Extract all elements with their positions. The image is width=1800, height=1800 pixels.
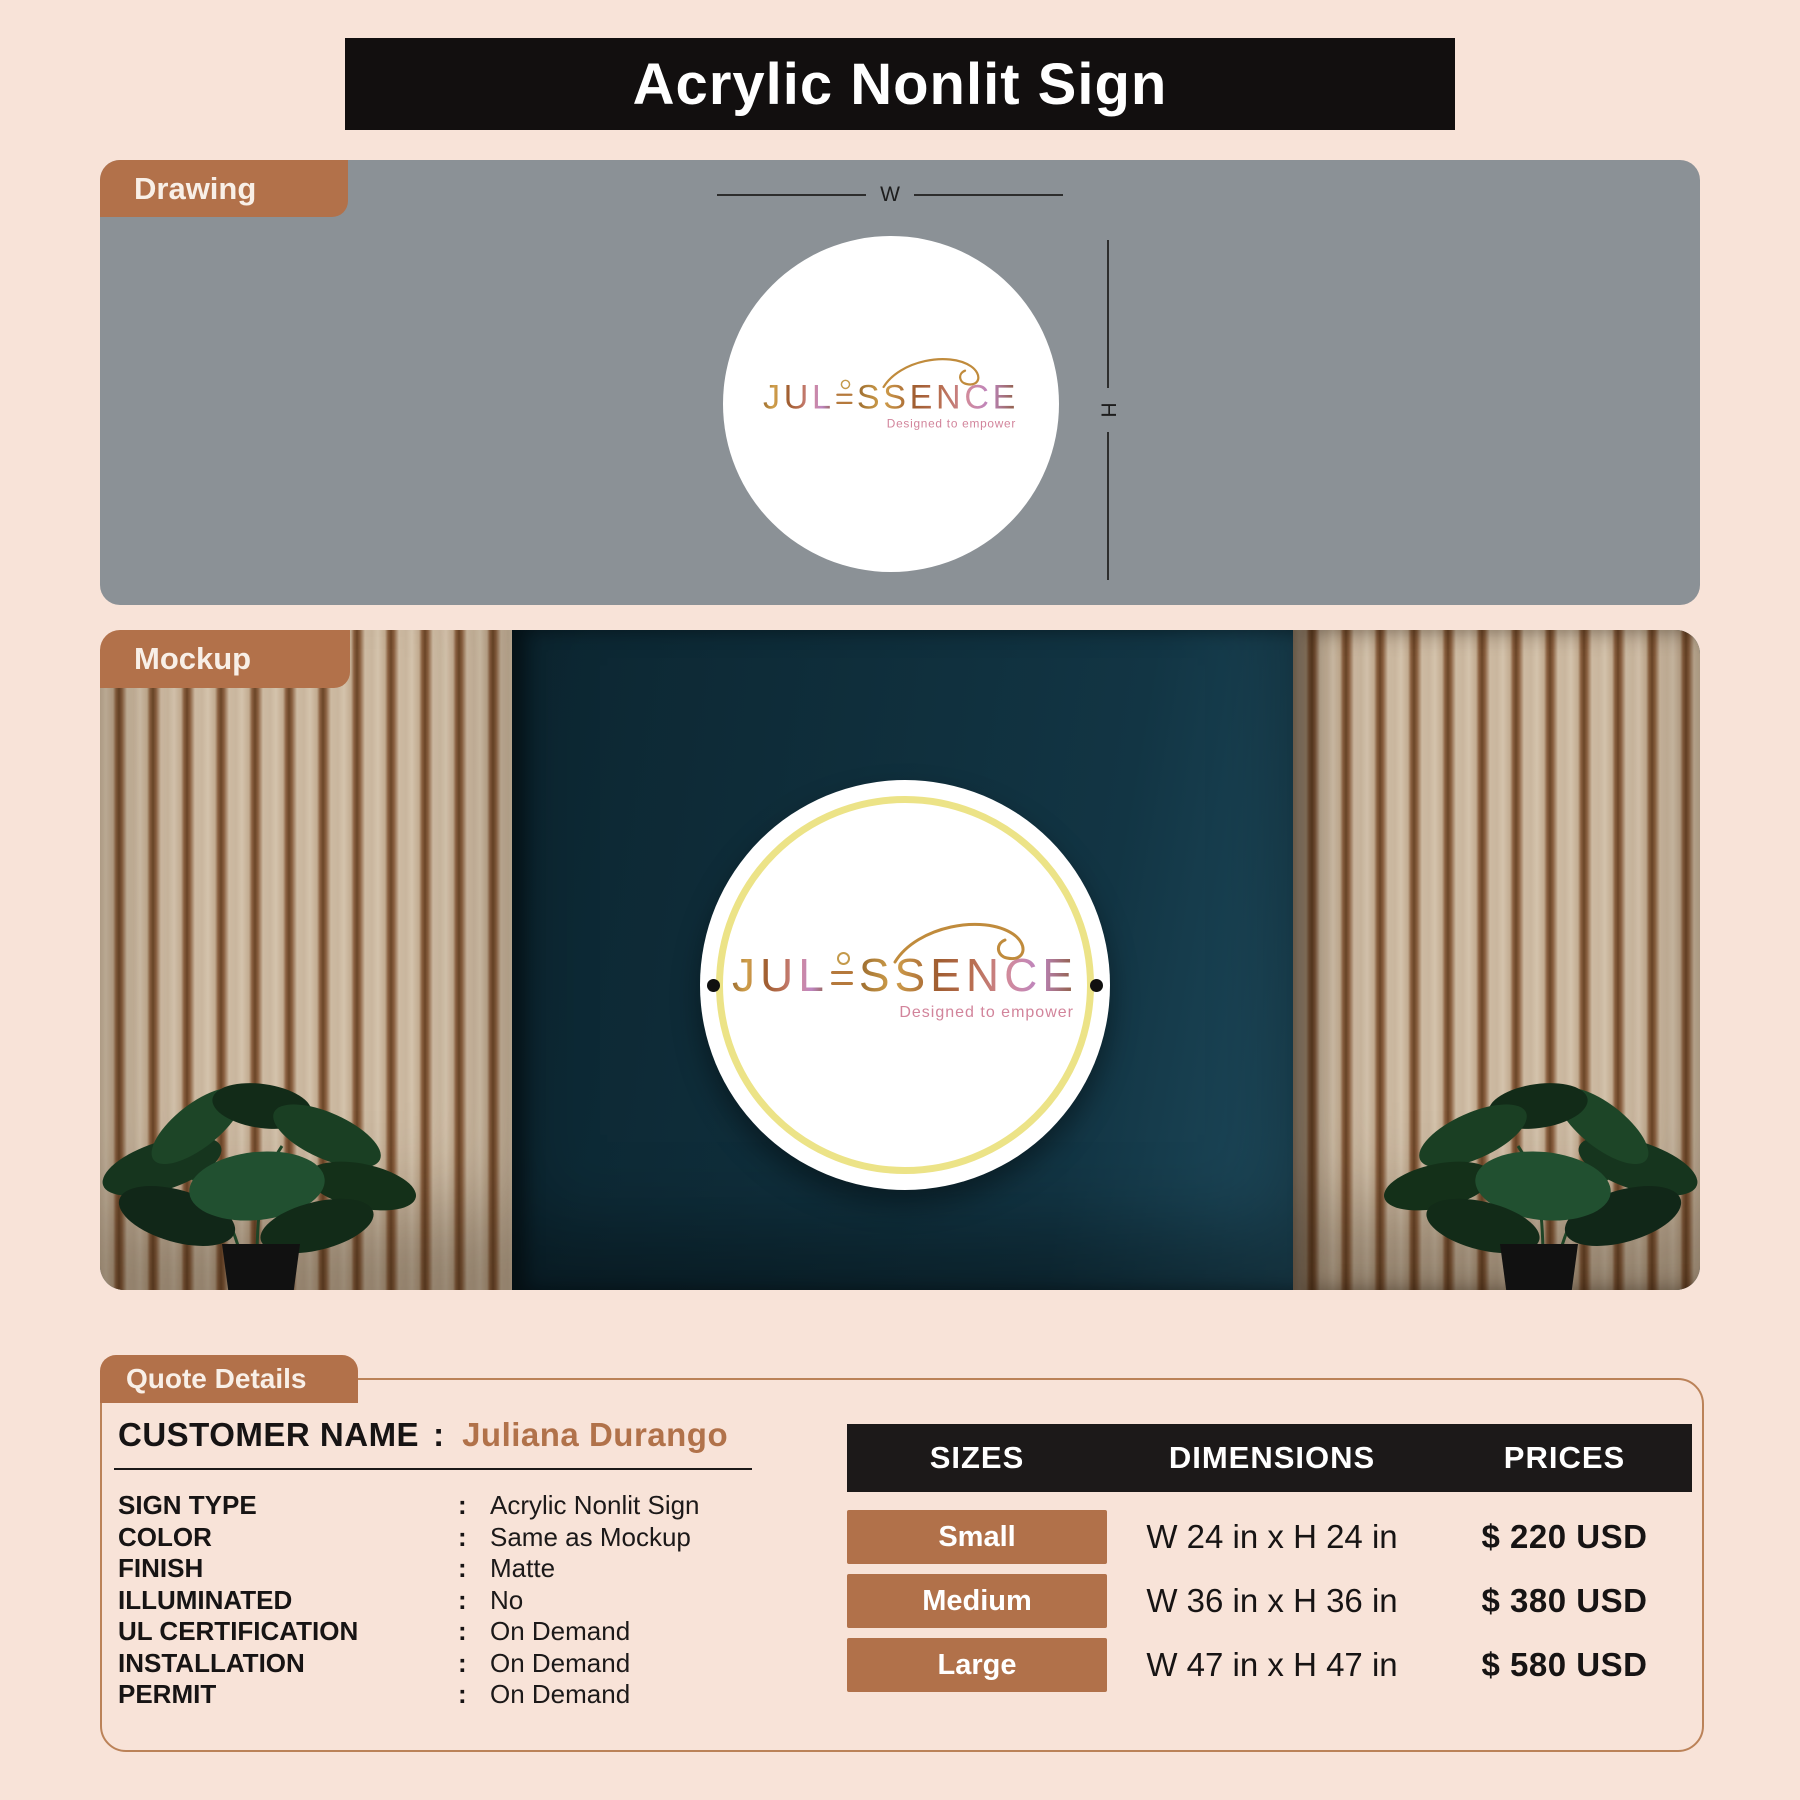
detail-value: Same as Mockup <box>490 1521 691 1552</box>
section-tab-mockup <box>100 630 350 688</box>
pricing-row-small <box>847 1510 1692 1564</box>
page-title: Acrylic Nonlit Sign <box>632 51 1168 117</box>
customer-name-value: Juliana Durango <box>462 1416 729 1453</box>
dimension-line <box>1107 432 1109 580</box>
brand-suffix: SSENCE <box>856 377 1020 416</box>
width-dimension <box>717 183 1063 206</box>
mockup-sign-circle <box>700 780 1110 1190</box>
detail-row <box>118 1522 818 1554</box>
section-tab-drawing <box>100 160 348 217</box>
plant-left <box>100 1066 422 1290</box>
detail-row <box>118 1553 818 1585</box>
e-ring-icon <box>841 380 851 390</box>
customer-name-row <box>118 1416 728 1454</box>
price-value: $ 220 USD <box>1481 1518 1648 1555</box>
pricing-table <box>847 1424 1692 1692</box>
brand-prefix: JUL <box>762 377 835 416</box>
dimensions-value: W 47 in x H 47 in <box>1146 1646 1398 1683</box>
e-ring-icon <box>837 952 850 965</box>
e-bar-icon <box>831 982 853 985</box>
width-label: W <box>880 183 900 206</box>
swoosh-icon <box>881 354 992 390</box>
price-value: $ 380 USD <box>1481 1582 1648 1619</box>
colon-separator: : <box>458 1521 467 1552</box>
dimensions-value: W 24 in x H 24 in <box>1146 1518 1398 1555</box>
height-dimension <box>1098 240 1118 580</box>
detail-value: Acrylic Nonlit Sign <box>490 1490 700 1520</box>
detail-label: SIGN TYPE <box>118 1490 257 1520</box>
detail-label: COLOR <box>118 1521 212 1552</box>
detail-row <box>118 1616 818 1648</box>
colon-separator: : <box>458 1490 467 1520</box>
quote-tab-label: Quote Details <box>126 1363 307 1394</box>
logo-tagline: Designed to empower <box>899 1004 1074 1021</box>
pricing-table-header <box>847 1424 1692 1492</box>
detail-row <box>118 1585 818 1617</box>
colon-separator: : <box>458 1647 467 1678</box>
detail-value: On Demand <box>490 1679 631 1709</box>
brand-suffix: SSENCE <box>858 949 1078 1001</box>
e-bar-icon <box>836 394 852 396</box>
colon-separator: : <box>433 1416 445 1453</box>
detail-value: On Demand <box>490 1616 631 1646</box>
mount-dot-left <box>707 979 720 992</box>
height-label: H <box>1096 402 1120 418</box>
mount-dot-right <box>1090 979 1103 992</box>
size-chip: Small <box>847 1510 1107 1564</box>
header-prices: PRICES <box>1503 1440 1626 1475</box>
swoosh-icon <box>891 918 1041 966</box>
colon-separator: : <box>458 1553 467 1583</box>
header-dimensions: DIMENSIONS <box>1168 1440 1376 1475</box>
details-list <box>118 1490 818 1711</box>
detail-label: UL CERTIFICATION <box>118 1616 359 1646</box>
colon-separator: : <box>458 1616 467 1646</box>
size-chip: Large <box>847 1638 1107 1692</box>
price-value: $ 580 USD <box>1481 1646 1648 1683</box>
detail-label: FINISH <box>118 1553 204 1583</box>
e-bar-icon <box>831 971 853 974</box>
customer-name-label: CUSTOMER NAME <box>118 1416 420 1453</box>
detail-label: PERMIT <box>118 1679 217 1709</box>
logo-tagline: Designed to empower <box>886 418 1017 431</box>
dimension-line <box>914 194 1063 196</box>
section-tab-quote <box>100 1355 358 1403</box>
drawing-tab-label: Drawing <box>134 170 257 206</box>
stylized-e-icon <box>836 394 852 404</box>
detail-value: Matte <box>490 1553 556 1583</box>
drawing-section <box>100 160 1700 605</box>
quote-details-section <box>100 1378 1704 1752</box>
colon-separator: : <box>458 1679 467 1709</box>
detail-row <box>118 1648 818 1680</box>
detail-value: On Demand <box>490 1647 631 1678</box>
colon-separator: : <box>458 1584 467 1615</box>
detail-row <box>118 1679 818 1711</box>
plant-right <box>1378 1066 1700 1290</box>
dimension-line <box>1107 240 1109 388</box>
pricing-row-medium <box>847 1574 1692 1628</box>
detail-value: No <box>490 1584 524 1615</box>
title-banner <box>345 38 1455 130</box>
brand-logo <box>732 948 1078 1022</box>
header-sizes: SIZES <box>929 1440 1025 1475</box>
brand-prefix: JUL <box>732 949 829 1001</box>
stylized-e-icon <box>831 971 853 985</box>
mockup-section <box>100 630 1700 1290</box>
detail-label: INSTALLATION <box>118 1647 305 1678</box>
customer-divider <box>114 1468 752 1470</box>
brand-logo <box>763 377 1019 432</box>
mockup-tab-label: Mockup <box>134 641 252 676</box>
pricing-row-large <box>847 1638 1692 1692</box>
detail-label: ILLUMINATED <box>118 1584 293 1615</box>
detail-row <box>118 1490 818 1522</box>
drawing-sign-circle <box>723 236 1059 572</box>
size-chip: Medium <box>847 1574 1107 1628</box>
dimensions-value: W 36 in x H 36 in <box>1146 1582 1398 1619</box>
dimension-line <box>717 194 866 196</box>
e-bar-icon <box>836 402 852 404</box>
